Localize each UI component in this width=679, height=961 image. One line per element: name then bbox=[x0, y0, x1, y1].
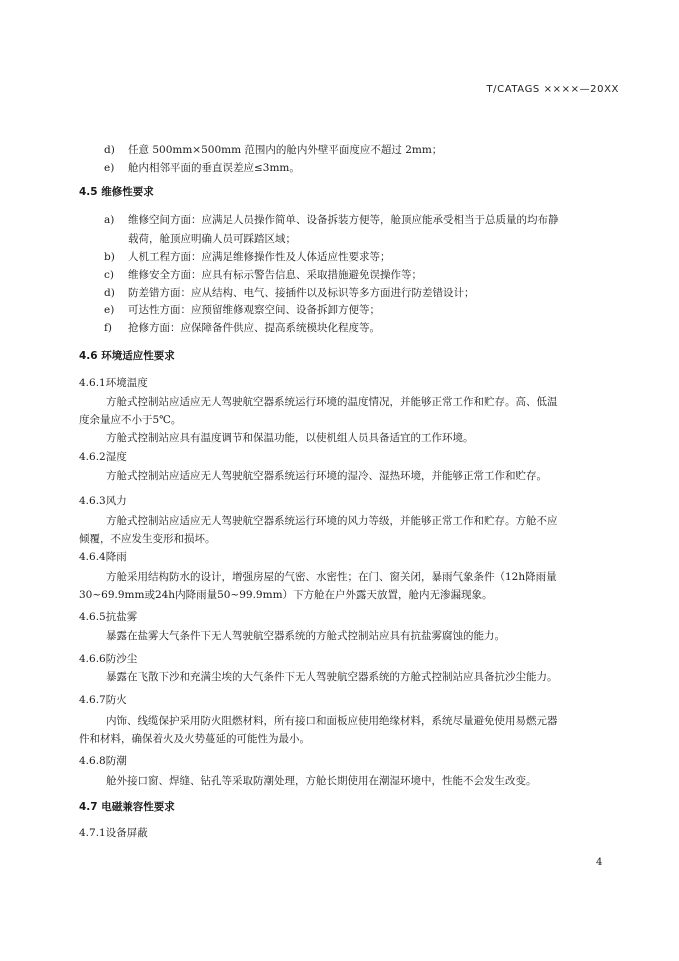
list-item-text: 舱内相邻平面的垂直误差应≤3mm。 bbox=[128, 162, 300, 174]
paragraph-continuation: 30~69.9mm或24h内降雨量50~99.9mm）下方舱在户外露天放置，舱内无渗漏现象。 bbox=[79, 589, 493, 601]
list-item-text: 人机工程方面：应满足维修操作性及人体适应性要求等； bbox=[128, 251, 391, 263]
subsection-heading: 4.6.2湿度 bbox=[79, 451, 127, 463]
paragraph: 方舱式控制站应具有温度调节和保温功能，以使机组人员具备适宜的工作环境。 bbox=[106, 432, 474, 444]
list-item-label: d) bbox=[104, 144, 115, 156]
subsection-heading: 4.6.3风力 bbox=[79, 495, 127, 507]
list-item-label: b) bbox=[104, 251, 115, 263]
list-item-label: e) bbox=[104, 162, 115, 174]
list-item bbox=[104, 160, 300, 175]
subsection-heading: 4.7.1设备屏蔽 bbox=[79, 827, 148, 839]
section-heading-4-6: 4.6 环境适应性要求 bbox=[79, 350, 175, 362]
list-item-label: a) bbox=[104, 214, 115, 226]
list-item-text: 防差错方面：应从结构、电气、接插件以及标识等多方面进行防差错设计； bbox=[128, 287, 475, 299]
list-item bbox=[104, 212, 559, 227]
paragraph: 暴露在飞散下沙和充满尘埃的大气条件下无人驾驶航空器系统的方舱式控制站应具备抗沙尘能力。 bbox=[106, 671, 558, 683]
subsection-heading: 4.6.8防潮 bbox=[79, 755, 127, 767]
paragraph-continuation: 度余量应不小于5℃。 bbox=[79, 414, 182, 426]
list-item bbox=[104, 285, 475, 300]
list-item-text: 任意 500mm×500mm 范围内的舱内外壁平面度应不超过 2mm； bbox=[128, 144, 443, 156]
paragraph: 方舱式控制站应适应无人驾驶航空器系统运行环境的温度情况，并能够正常工作和贮存。高、低温 bbox=[106, 396, 558, 408]
subsection-heading: 4.6.4降雨 bbox=[79, 551, 127, 563]
paragraph: 方舱采用结构防水的设计，增强房屋的气密、水密性；在门、窗关闭，暴雨气象条件（12h降雨量 bbox=[106, 571, 557, 583]
subsection-heading: 4.6.7防火 bbox=[79, 694, 127, 706]
list-item-continuation: 载荷，舱顶应明确人员可踩踏区域； bbox=[128, 233, 296, 245]
subsection-heading: 4.6.6防沙尘 bbox=[79, 653, 138, 665]
section-heading-4-5: 4.5 维修性要求 bbox=[79, 186, 154, 198]
list-item bbox=[104, 249, 391, 264]
list-item-label: e) bbox=[104, 304, 115, 316]
list-item-text: 维修空间方面：应满足人员操作简单、设备拆装方便等，舱顶应能承受相当于总质量的均布静 bbox=[128, 214, 559, 226]
list-item-text: 维修安全方面：应具有标示警告信息、采取措施避免误操作等； bbox=[128, 269, 422, 281]
subsection-heading: 4.6.1环境温度 bbox=[79, 377, 148, 389]
list-item bbox=[104, 302, 380, 317]
subsection-heading: 4.6.5抗盐雾 bbox=[79, 611, 138, 623]
list-item bbox=[104, 320, 380, 335]
paragraph: 方舱式控制站应适应无人驾驶航空器系统运行环境的风力等级，并能够正常工作和贮存。方舱不应 bbox=[106, 515, 558, 527]
page-number: 4 bbox=[596, 857, 603, 868]
list-item-text: 抢修方面：应保障备件供应、提高系统模块化程度等。 bbox=[128, 322, 380, 334]
list-item bbox=[104, 267, 422, 282]
section-heading-4-7: 4.7 电磁兼容性要求 bbox=[79, 801, 175, 813]
list-item-label: d) bbox=[104, 287, 115, 299]
paragraph: 暴露在盐雾大气条件下无人驾驶航空器系统的方舱式控制站应具有抗盐雾腐蚀的能力。 bbox=[106, 630, 505, 642]
document-code: T/CATAGS ××××—20XX bbox=[486, 84, 619, 95]
list-item-label: c) bbox=[104, 269, 114, 281]
paragraph-continuation: 件和材料，确保着火及火势蔓延的可能性为最小。 bbox=[79, 733, 310, 745]
list-item-text: 可达性方面：应预留维修观察空间、设备拆卸方便等； bbox=[128, 304, 380, 316]
list-item-label: f) bbox=[104, 322, 112, 334]
paragraph: 内饰、线缆保护采用防火阻燃材料，所有接口和面板应使用绝缘材料，系统尽量避免使用易燃元器 bbox=[106, 715, 558, 727]
paragraph-continuation: 倾覆，不应发生变形和损坏。 bbox=[79, 533, 216, 545]
list-item bbox=[104, 142, 442, 157]
paragraph: 方舱式控制站应适应无人驾驶航空器系统运行环境的湿冷、湿热环境，并能够正常工作和贮存。 bbox=[106, 470, 547, 482]
paragraph: 舱外接口窗、焊缝、钻孔等采取防潮处理，方舱长期使用在潮湿环境中，性能不会发生改变。 bbox=[106, 775, 537, 787]
